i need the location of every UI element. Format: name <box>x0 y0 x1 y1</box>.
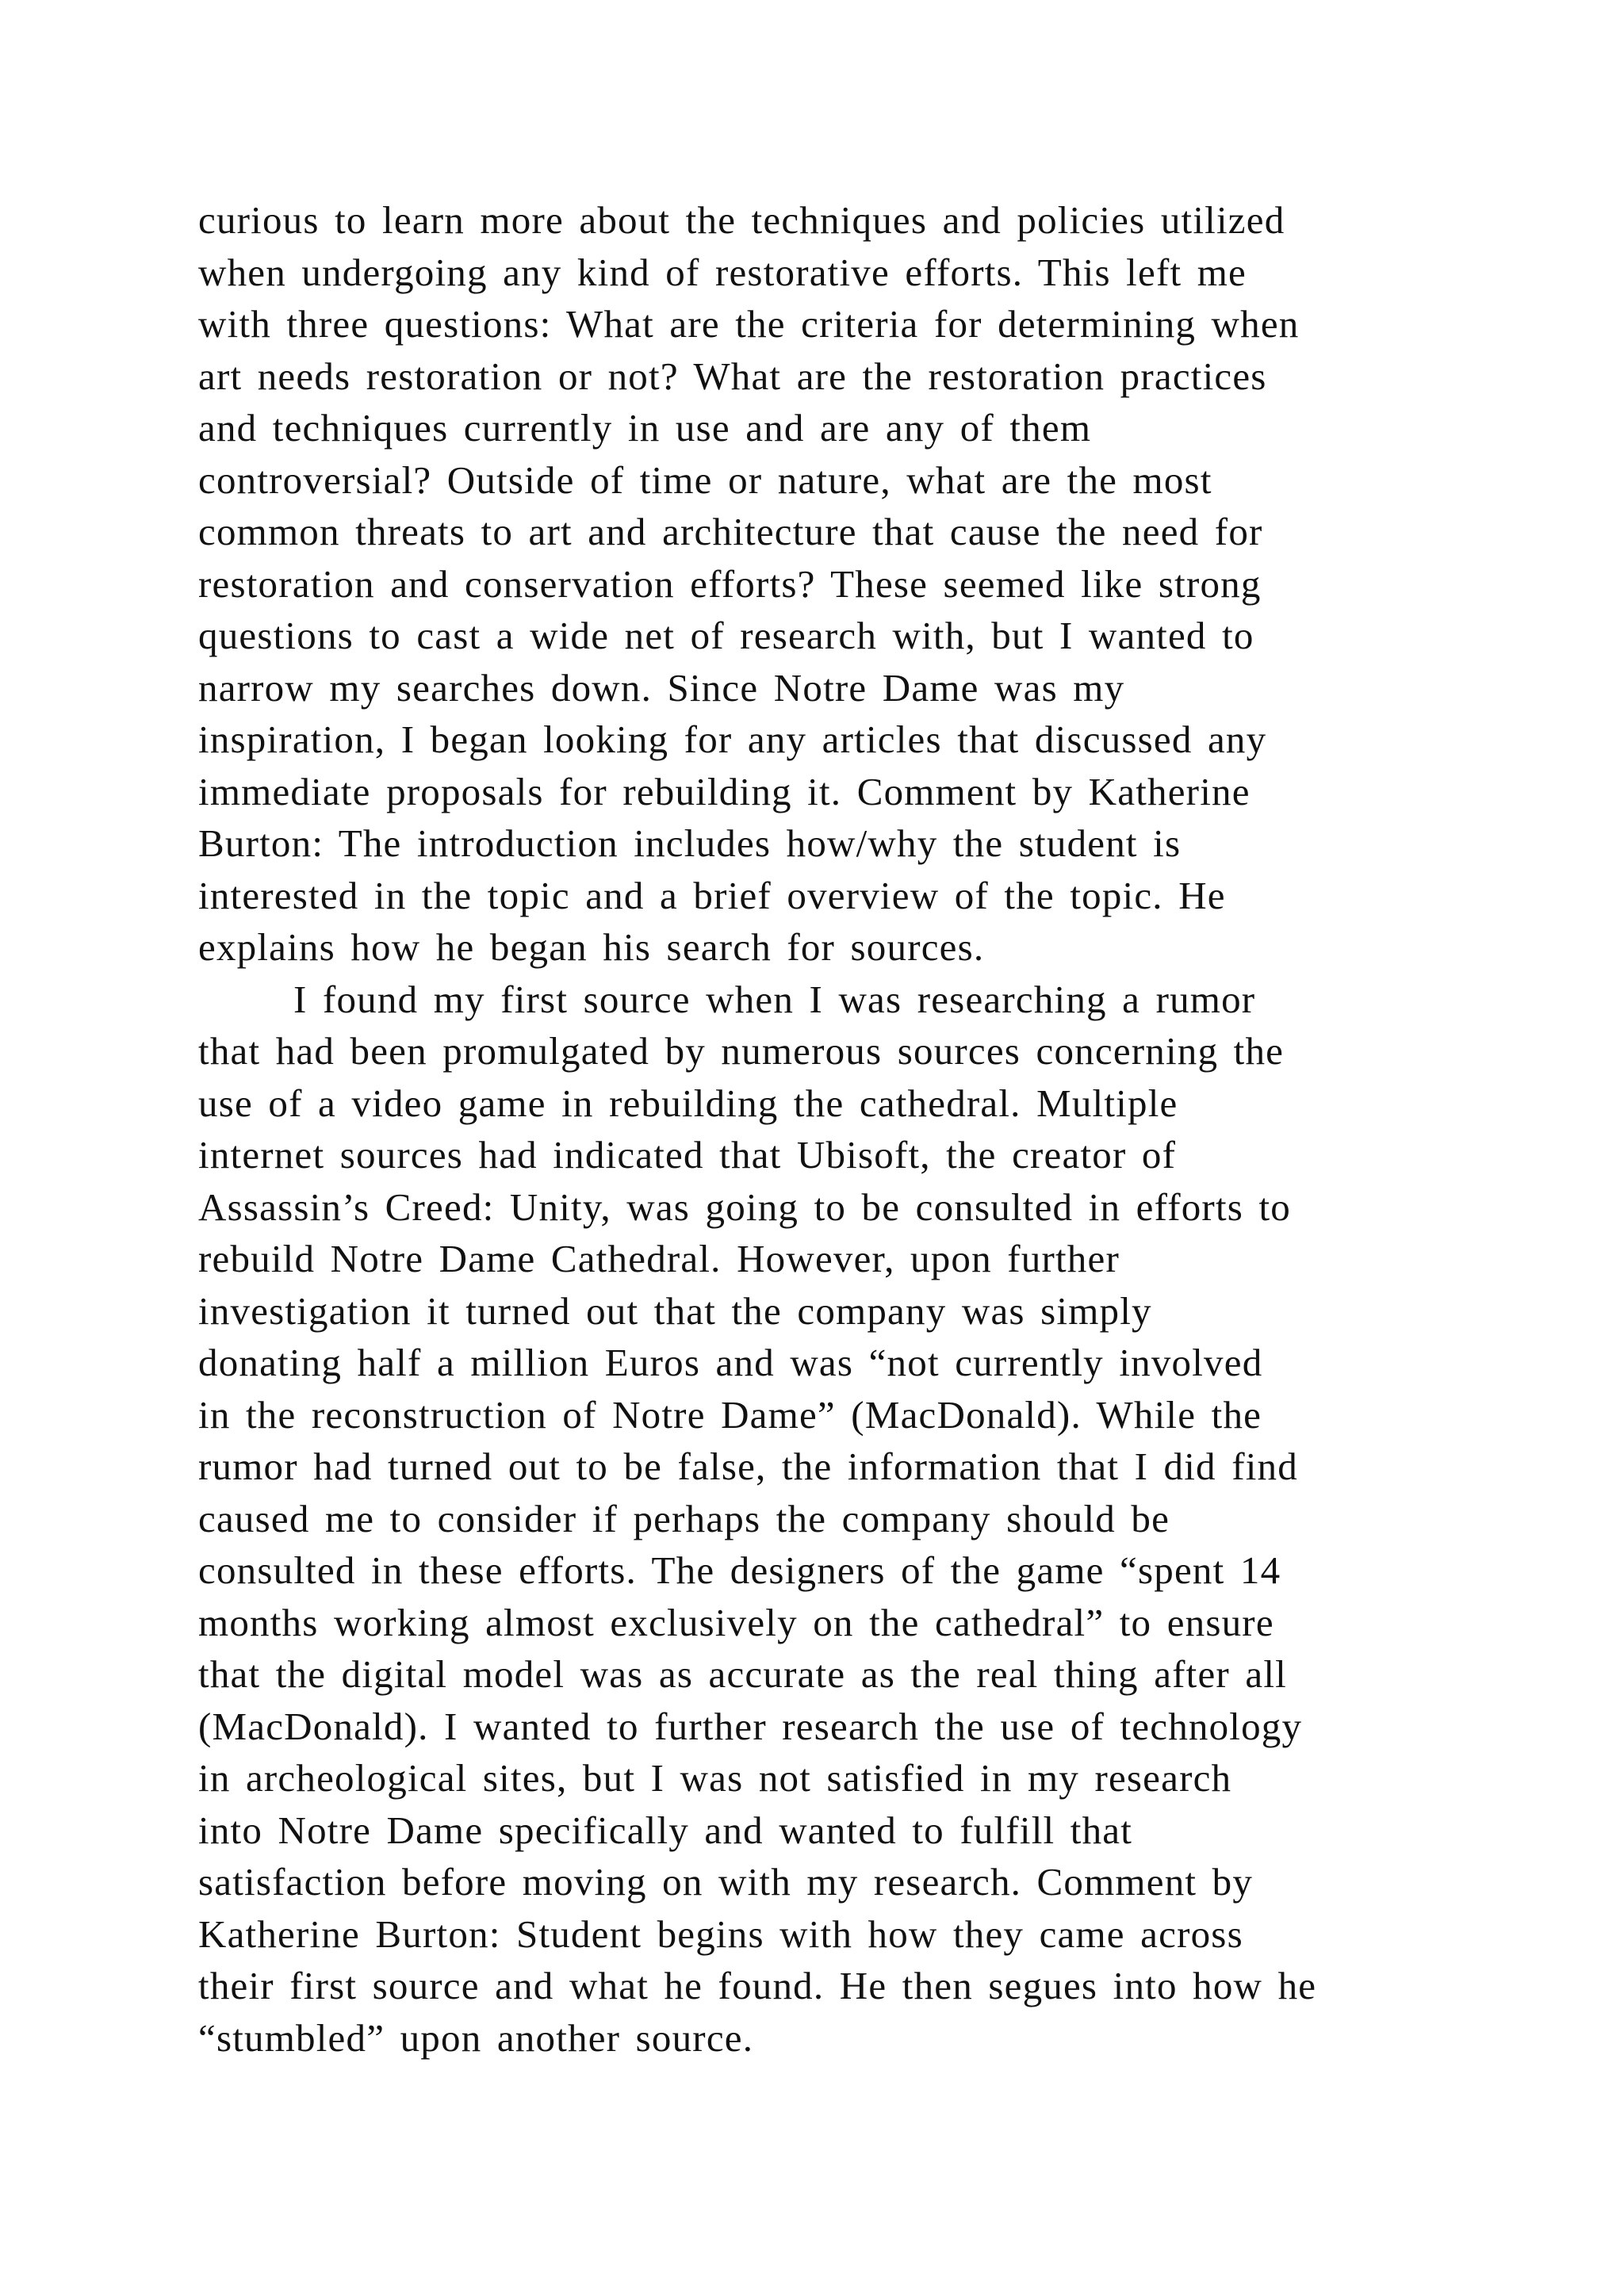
text-line: caused me to consider if perhaps the company should be <box>198 1496 1170 1540</box>
comment-line: “stumbled” upon another source. <box>198 2015 754 2060</box>
text-line: Assassin’s Creed: Unity, was going to be consulted in efforts to <box>198 1184 1291 1229</box>
text-line-with-comment: immediate proposals for rebuilding it. Comment by Katherine <box>198 769 1251 813</box>
document-body <box>198 194 1435 2064</box>
text-line: use of a video game in rebuilding the cathedral. Multiple <box>198 1081 1178 1125</box>
text-line: into Notre Dame specifically and wanted to fulfill that <box>198 1808 1133 1852</box>
text-line: that the digital model was as accurate as the real thing after all <box>198 1652 1287 1696</box>
text-line: narrow my searches down. Since Notre Dame was my <box>198 665 1125 710</box>
comment-line: interested in the topic and a brief overview of the topic. He <box>198 873 1226 917</box>
text-line: internet sources had indicated that Ubisoft, the creator of <box>198 1133 1177 1177</box>
text-line: controversial? Outside of time or nature, what are the most <box>198 457 1212 502</box>
paragraph-start-line: I found my first source when I was researching a rumor <box>293 977 1256 1021</box>
text-line: questions to cast a wide net of research with, but I wanted to <box>198 614 1254 657</box>
text-line: rumor had turned out to be false, the information that I did find <box>198 1445 1298 1488</box>
text-line: curious to learn more about the techniques and policies utilized <box>198 198 1285 242</box>
comment-line: Burton: The introduction includes how/why the student is <box>198 821 1182 865</box>
text-line: months working almost exclusively on the cathedral” to ensure <box>198 1600 1274 1644</box>
comment-line: their first source and what he found. He then segues into how he <box>198 1964 1317 2007</box>
text-line: restoration and conservation efforts? These seemed like strong <box>198 561 1262 606</box>
text-line: consulted in these efforts. The designers of the game “spent 14 <box>198 1548 1281 1592</box>
text-line: in archeological sites, but I was not satisfied in my research <box>198 1756 1232 1800</box>
text-line: with three questions: What are the criteria for determining when <box>198 302 1300 346</box>
text-line: and techniques currently in use and are any of them <box>198 406 1092 450</box>
comment-line: Katherine Burton: Student begins with how they came across <box>198 1911 1243 1956</box>
text-line: common threats to art and architecture that cause the need for <box>198 510 1263 553</box>
text-line: rebuild Notre Dame Cathedral. However, upon further <box>198 1237 1120 1280</box>
text-line: that had been promulgated by numerous sources concerning the <box>198 1029 1285 1073</box>
text-line: (MacDonald). I wanted to further research the use of technology <box>198 1704 1303 1748</box>
text-line: inspiration, I began looking for any articles that discussed any <box>198 718 1267 761</box>
text-line: when undergoing any kind of restorative efforts. This left me <box>198 250 1247 294</box>
text-line: investigation it turned out that the company was simply <box>198 1288 1152 1333</box>
text-line: donating half a million Euros and was “not currently involved <box>198 1341 1263 1384</box>
text-line: in the reconstruction of Notre Dame” (MacDonald). While the <box>198 1392 1262 1437</box>
text-line: art needs restoration or not? What are the restoration practices <box>198 354 1267 398</box>
text-line-with-comment: satisfaction before moving on with my research. Comment by <box>198 1860 1254 1904</box>
comment-line: explains how he began his search for sources. <box>198 925 985 969</box>
